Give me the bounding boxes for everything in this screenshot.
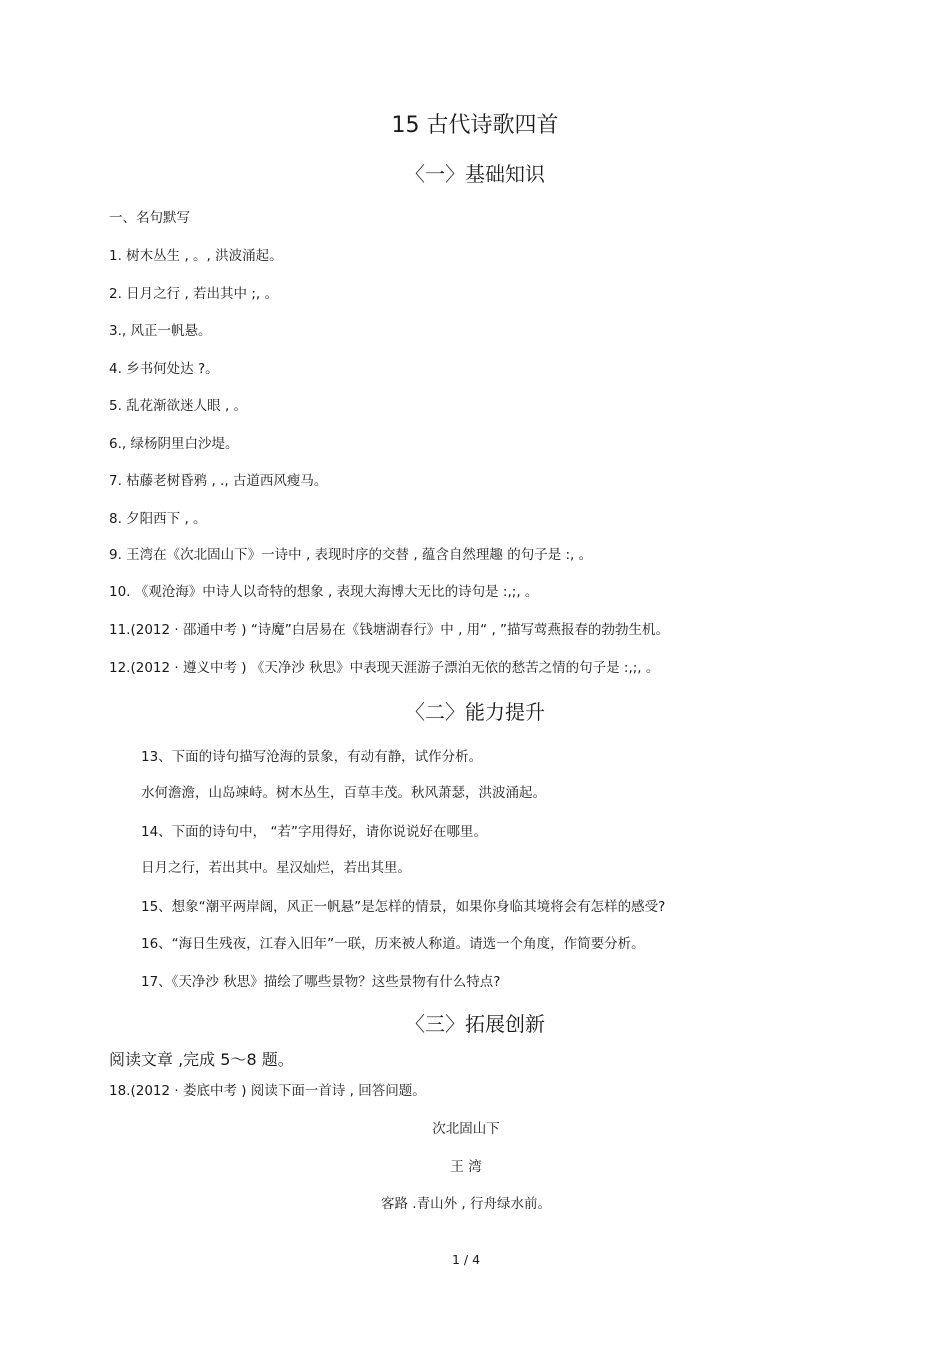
section-heading-extension: 〈三〉拓展创新: [405, 1012, 545, 1036]
section-heading-basics: 〈一〉基础知识: [405, 162, 545, 186]
question-item: 15、想象“潮平两岸阔，风正一帆悬”是怎样的情景，如果你身临其境将会有怎样的感受?: [141, 899, 666, 915]
part-heading-quotes: 一、名句默写: [109, 210, 190, 226]
question-item: 4. 乡书何处达 ?。: [109, 361, 219, 377]
question-item: 14、下面的诗句中， “若”字用得好，请你说说好在哪里。: [141, 824, 487, 840]
question-item: 5. 乱花渐欲迷人眼 , 。: [109, 398, 248, 414]
question-item: 11.(2012 · 邵通中考 ) “诗魔”白居易在《钱塘湖春行》中 , 用“ , ”描写莺燕报春的勃勃生机。: [109, 622, 670, 638]
question-item: 16、“海日生残夜，江春入旧年”一联，历来被人称道。请选一个角度，作简要分析。: [141, 936, 645, 952]
question-item: 1. 树木丛生 , 。, 洪波涌起。: [109, 248, 283, 264]
question-item: 3., 风正一帆悬。: [109, 323, 212, 339]
section-heading-ability: 〈二〉能力提升: [405, 700, 545, 724]
poem-line: 客路 .青山外 , 行舟绿水前。: [381, 1196, 551, 1212]
reading-instruction: 阅读文章 ,完成 5～8 题。: [109, 1050, 294, 1069]
question-item: 17、《天净沙 秋思》描绘了哪些景物？这些景物有什么特点?: [141, 974, 501, 990]
question-item: 9. 王湾在《次北固山下》一诗中 , 表现时序的交替 , 蕴含自然理趣 的句子是 :, 。: [109, 547, 593, 563]
poem-quote: 水何澹澹，山岛竦峙。树木丛生，百草丰茂。秋风萧瑟，洪波涌起。: [141, 785, 546, 801]
poem-author: 王 湾: [450, 1159, 482, 1175]
question-item: 13、下面的诗句描写沧海的景象，有动有静，试作分析。: [141, 749, 483, 765]
question-item: 12.(2012 · 遵义中考 ) 《天净沙 秋思》中表现天涯游子漂泊无依的愁苦之情的句子是 :,;, 。: [109, 660, 660, 676]
page-number: 1 / 4: [451, 1252, 481, 1267]
question-item: 10. 《观沧海》中诗人以奇特的想象 , 表现大海博大无比的诗句是 :,;, 。: [109, 584, 539, 600]
poem-title: 次北固山下: [432, 1121, 500, 1137]
question-item: 6., 绿杨阴里白沙堤。: [109, 436, 239, 452]
question-item: 8. 夕阳西下 , 。: [109, 511, 207, 527]
poem-quote: 日月之行，若出其中。星汉灿烂，若出其里。: [141, 860, 411, 876]
page-title: 15 古代诗歌四首: [391, 113, 559, 138]
question-item: 2. 日月之行 , 若出其中 ;, 。: [109, 286, 278, 302]
question-item: 18.(2012 · 娄底中考 ) 阅读下面一首诗 , 回答问题。: [109, 1083, 426, 1099]
question-item: 7. 枯藤老树昏鸦 , ., 古道西风瘦马。: [109, 473, 328, 489]
